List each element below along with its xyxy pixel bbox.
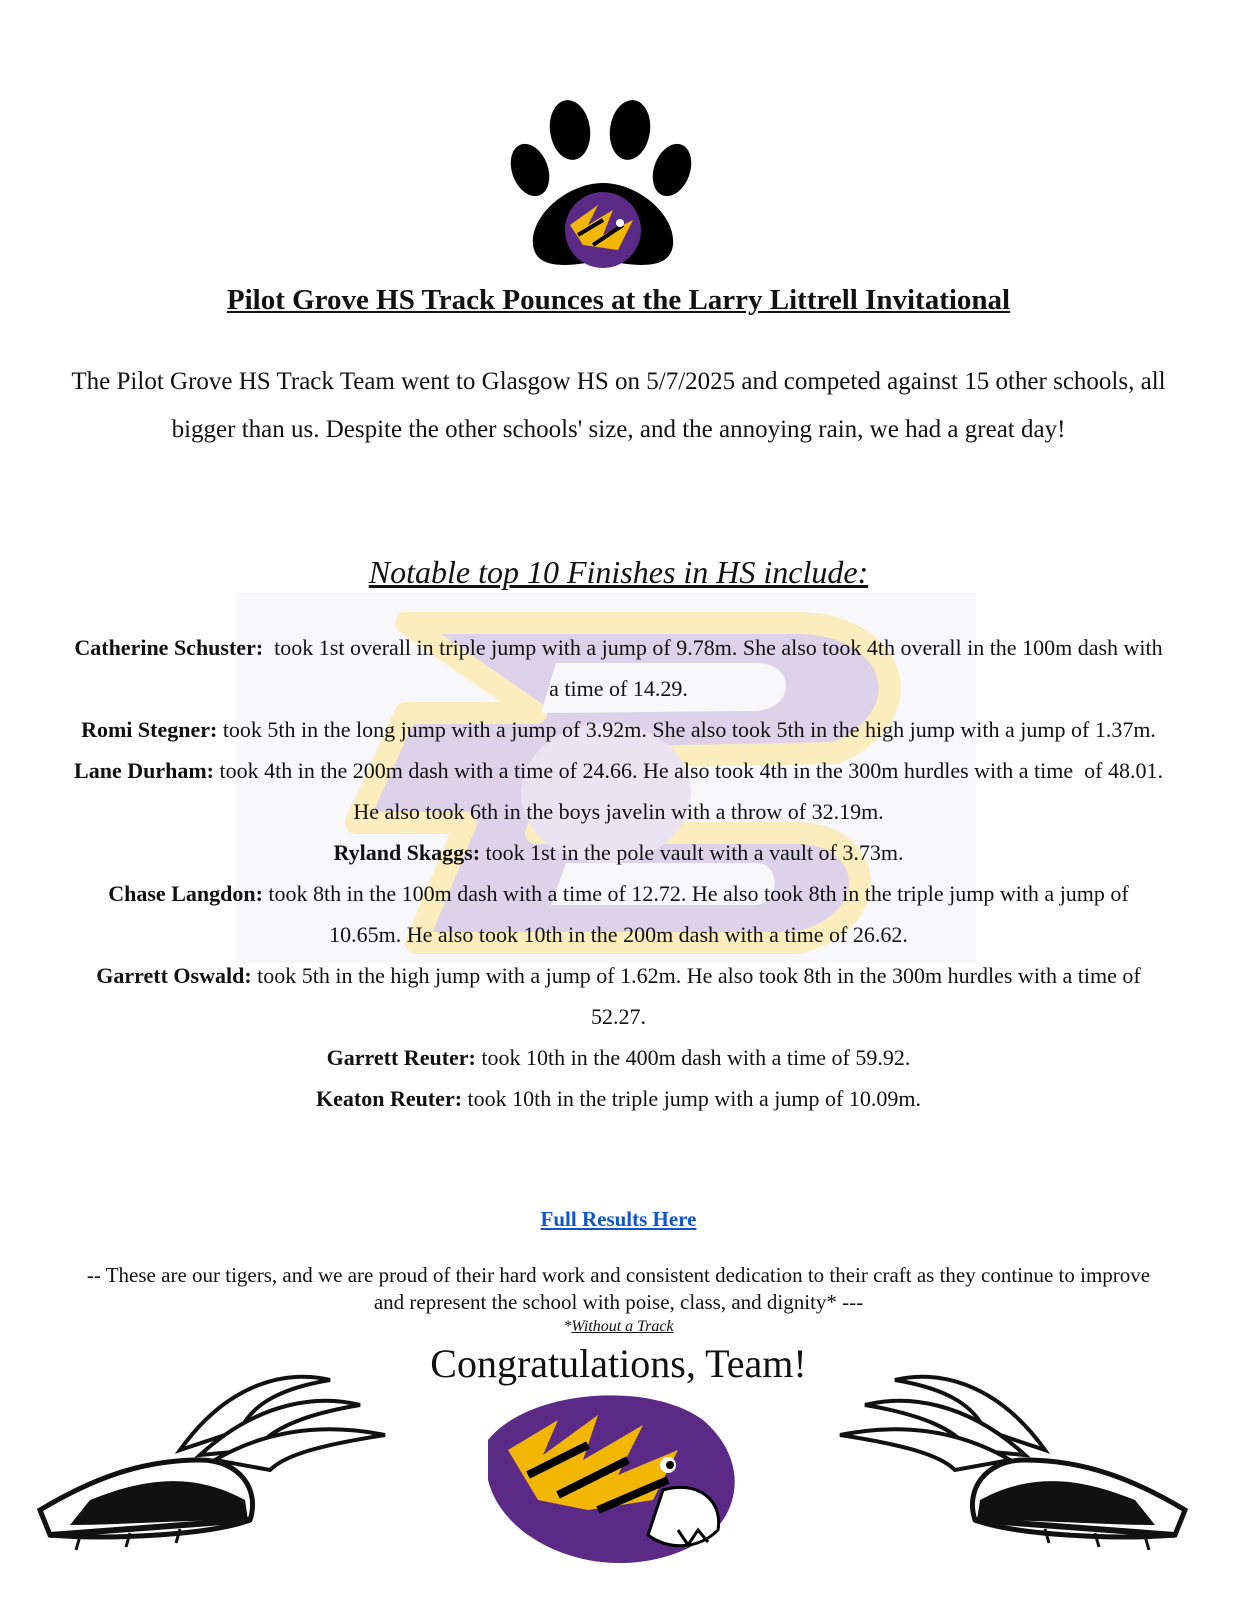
list-item: Ryland Skaggs: took 1st in the pole vault with a vault of 3.73m. xyxy=(333,840,904,865)
list-item: Chase Langdon: took 8th in the 100m dash with a time of 12.72. He also took 8th in the triple jump with a jump of 10.65m. He also took 10th in the 200m dash with a time of 26.62. xyxy=(108,881,1129,947)
closing-paragraph: -- These are our tigers, and we are proud of their hard work and consistent dedication to their craft as they continue to improve and represent the school with poise, class, and dignity* --- xyxy=(86,1263,1151,1314)
full-results-link[interactable]: Full Results Here xyxy=(540,1207,697,1231)
list-item: Garrett Oswald: took 5th in the high jump with a jump of 1.62m. He also took 8th in the 300m hurdles with a time of 52.27. xyxy=(96,963,1141,1029)
list-item: Romi Stegner: took 5th in the long jump with a jump of 3.92m. She also took 5th in the high jump with a jump of 1.37m. xyxy=(81,717,1156,742)
results-list xyxy=(70,627,1167,1119)
tiger-mascot-icon xyxy=(468,1380,748,1575)
winged-shoe-right-icon xyxy=(830,1360,1195,1560)
section-heading: Notable top 10 Finishes in HS include: xyxy=(368,554,869,590)
list-item: Keaton Reuter: took 10th in the triple jump with a jump of 10.09m. xyxy=(316,1086,921,1111)
footnote: *Without a Track xyxy=(563,1318,674,1335)
page-title: Pilot Grove HS Track Pounces at the Larry Littrell Invitational xyxy=(226,284,1011,316)
paw-logo xyxy=(508,95,698,275)
list-item: Garrett Reuter: took 10th in the 400m dash with a time of 59.92. xyxy=(326,1045,911,1070)
intro-paragraph: The Pilot Grove HS Track Team went to Glasgow HS on 5/7/2025 and competed against 15 other schools, all bigger than us. Despite the other schools' size, and the annoying rain, we had a great day! xyxy=(71,368,1166,443)
list-item: Catherine Schuster: took 1st overall in triple jump with a jump of 9.78m. She also took 4th overall in the 100m dash with a time of 14.29. xyxy=(74,635,1163,701)
congrats-heading: Congratulations, Team! xyxy=(430,1341,807,1386)
paw-icon xyxy=(508,95,698,275)
winged-shoe-left-icon xyxy=(30,1360,395,1560)
list-item: Lane Durham: took 4th in the 200m dash with a time of 24.66. He also took 4th in the 300m hurdles with a time of 48.01. He also took 6th in the boys javelin with a throw of 32.19m. xyxy=(74,758,1163,824)
